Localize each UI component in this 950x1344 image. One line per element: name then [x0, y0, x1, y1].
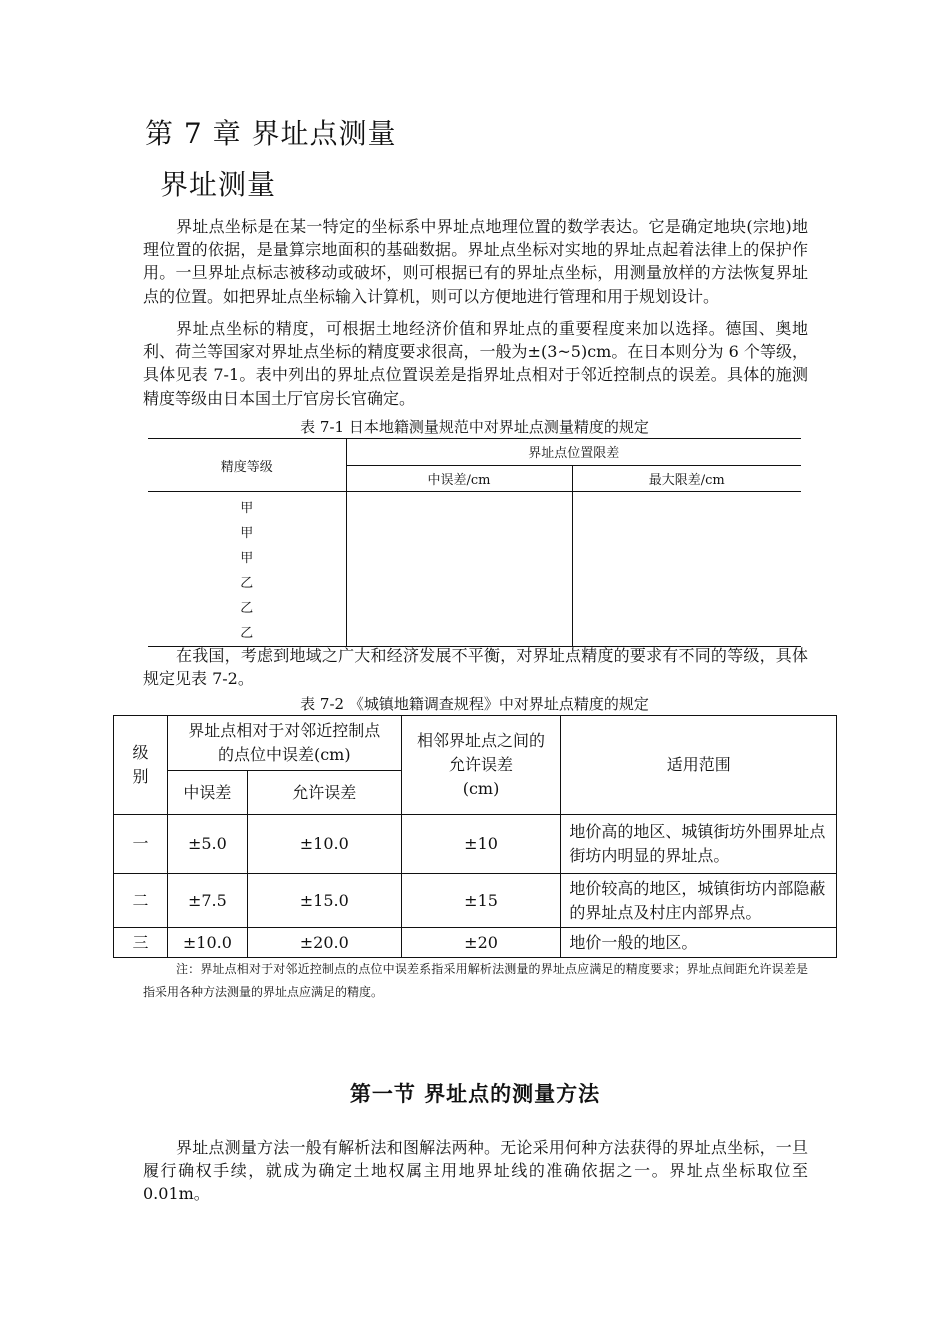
- table-row: [114, 874, 837, 928]
- table2-header-mid-error: 中误差: [167, 771, 247, 815]
- table2-cell-grade: 二: [114, 874, 168, 928]
- table2-cell-allow: ±10.0: [247, 815, 401, 874]
- table1-header-limit: 界址点位置限差: [346, 439, 801, 466]
- table-japan-precision: [148, 438, 801, 647]
- table2-cell-mid: ±5.0: [167, 815, 247, 874]
- table-china-precision: [113, 715, 837, 958]
- table2-header-grade: 级 别: [114, 716, 168, 815]
- table2-cell-mid: ±7.5: [167, 874, 247, 928]
- table2-cell-scope: 地价一般的地区。: [561, 928, 837, 958]
- table2-cell-scope: 地价较高的地区，城镇街坊内部隐蔽的界址点及村庄内部界点。: [561, 874, 837, 928]
- table2-header-adjacent-error: 相邻界址点之间的 允许误差 (cm): [401, 716, 561, 815]
- table1-caption: 表 7-1 日本地籍测量规范中对界址点测量精度的规定: [300, 418, 649, 436]
- table2-cell-adjacent: ±20: [401, 928, 561, 958]
- chapter-title: 第 7 章 界址点测量: [145, 117, 397, 150]
- table1-grade: 乙: [240, 626, 254, 641]
- table2-cell-adjacent: ±10: [401, 815, 561, 874]
- paragraph-coordinate-precision: 界址点坐标的精度，可根据土地经济价值和界址点的重要程度来加以选择。德国、奥地利、荷兰等国家对界址点坐标的精度要求很高，一般为±(3~5)cm。在日本则分为 6 个等级，具体见表 7-1。表中列出的界址点位置误差是指界址点相对于邻近控制点的误差。具体的施测精度等级由日本国土厅官房长官确定。: [143, 319, 808, 408]
- section-title: 界址测量: [160, 168, 277, 201]
- paragraph-measurement-methods: 界址点测量方法一般有解析法和图解法两种。无论采用何种方法获得的界址点坐标，一旦履行确权手续，就成为确定土地权属主用地界址线的准确依据之一。界址点坐标取位至 0.01m。: [143, 1138, 808, 1204]
- table2-cell-scope: 地价高的地区、城镇街坊外围界址点街坊内明显的界址点。: [561, 815, 837, 874]
- paragraph-boundary-coordinates: 界址点坐标是在某一特定的坐标系中界址点地理位置的数学表达。它是确定地块(宗地)地理位置的依据，是量算宗地面积的基础数据。界址点坐标对实地的界址点起着法律上的保护作用。一旦界址点标志被移动或破坏，则可根据已有的界址点坐标，用测量放样的方法恢复界址点的位置。如把界址点坐标输入计算机，则可以方便地进行管理和用于规划设计。: [143, 217, 808, 306]
- table1-grade-column: [148, 492, 346, 647]
- table1-header-max-error: 最大限差/cm: [572, 465, 801, 492]
- table1-header-grade: 精度等级: [148, 439, 346, 492]
- table1-grade: 甲: [240, 526, 254, 541]
- table-row: [114, 928, 837, 958]
- table2-caption: 表 7-2 《城镇地籍调查规程》中对界址点精度的规定: [300, 695, 649, 713]
- section1-heading: 第一节 界址点的测量方法: [349, 1082, 601, 1106]
- table2-note: 注：界址点相对于对邻近控制点的点位中误差系指采用解析法测量的界址点应满足的精度要求；界址点间距允许误差是指采用各种方法测量的界址点应满足的精度。: [143, 962, 808, 999]
- table2-cell-mid: ±10.0: [167, 928, 247, 958]
- table1-grade: 乙: [240, 576, 254, 591]
- table2-cell-allow: ±15.0: [247, 874, 401, 928]
- table1-grade: 乙: [240, 601, 254, 616]
- table1-grade: 甲: [240, 501, 254, 516]
- table2-cell-allow: ±20.0: [247, 928, 401, 958]
- table2-header-allow-error: 允许误差: [247, 771, 401, 815]
- table2-cell-grade: 三: [114, 928, 168, 958]
- table1-header-mid-error: 中误差/cm: [346, 465, 572, 492]
- table1-max-error-column: [572, 492, 801, 647]
- paragraph-china-grades: 在我国，考虑到地域之广大和经济发展不平衡，对界址点精度的要求有不同的等级，具体规定见表 7-2。: [143, 646, 808, 689]
- table-row: [114, 815, 837, 874]
- table2-cell-adjacent: ±15: [401, 874, 561, 928]
- table2-header-point-error: 界址点相对于对邻近控制点 的点位中误差(cm): [167, 716, 401, 771]
- table1-grade: 甲: [240, 551, 254, 566]
- table1-mid-error-column: [346, 492, 572, 647]
- table2-header-scope: 适用范围: [561, 716, 837, 815]
- table2-cell-grade: 一: [114, 815, 168, 874]
